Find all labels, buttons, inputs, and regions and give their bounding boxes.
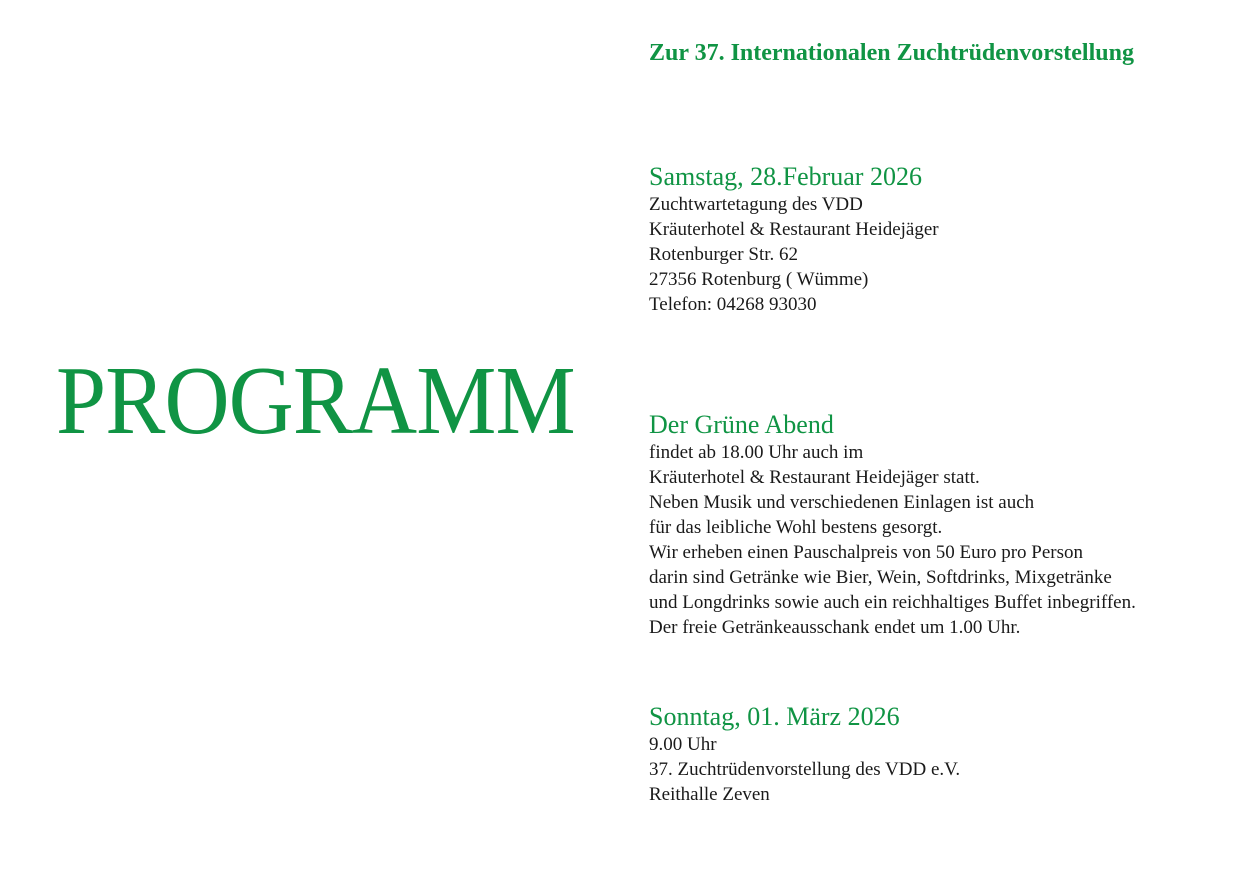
text-line: Der freie Getränkeausschank endet um 1.00 Uhr. (649, 617, 1021, 638)
text-line: Wir erheben einen Pauschalpreis von 50 Euro pro Person (649, 542, 1084, 563)
text-line: und Longdrinks sowie auch ein reichhaltiges Buffet inbegriffen. (649, 592, 1136, 613)
section-lines-sunday (649, 732, 1229, 807)
text-line: Reithalle Zeven (649, 784, 770, 805)
text-line: 27356 Rotenburg ( Wümme) (649, 269, 869, 290)
text-line: Kräuterhotel & Restaurant Heidejäger (649, 219, 939, 240)
section-sunday (649, 702, 1229, 807)
text-line: Rotenburger Str. 62 (649, 244, 799, 265)
text-line: für das leibliche Wohl bestens gesorgt. (649, 517, 943, 538)
text-line: 9.00 Uhr (649, 734, 717, 755)
text-line: darin sind Getränke wie Bier, Wein, Softdrinks, Mixgetränke (649, 567, 1112, 588)
text-line: Telefon: 04268 93030 (649, 294, 817, 315)
event-subtitle: Zur 37. Internationalen Zuchtrüdenvorstellung (649, 40, 1134, 66)
section-lines-saturday (649, 192, 1229, 317)
section-green-evening (649, 410, 1229, 640)
section-heading-saturday: Samstag, 28.Februar 2026 (649, 162, 922, 191)
text-line: Kräuterhotel & Restaurant Heidejäger statt. (649, 467, 980, 488)
text-line: findet ab 18.00 Uhr auch im (649, 442, 864, 463)
section-heading-sunday: Sonntag, 01. März 2026 (649, 702, 900, 731)
text-line: Zuchtwartetagung des VDD (649, 194, 863, 215)
section-heading-green-evening: Der Grüne Abend (649, 410, 834, 439)
section-lines-green-evening (649, 440, 1229, 640)
section-saturday (649, 162, 1229, 317)
text-line: Neben Musik und verschiedenen Einlagen ist auch (649, 492, 1035, 513)
text-line: 37. Zuchtrüdenvorstellung des VDD e.V. (649, 759, 961, 780)
program-title: PROGRAMM (56, 347, 575, 455)
